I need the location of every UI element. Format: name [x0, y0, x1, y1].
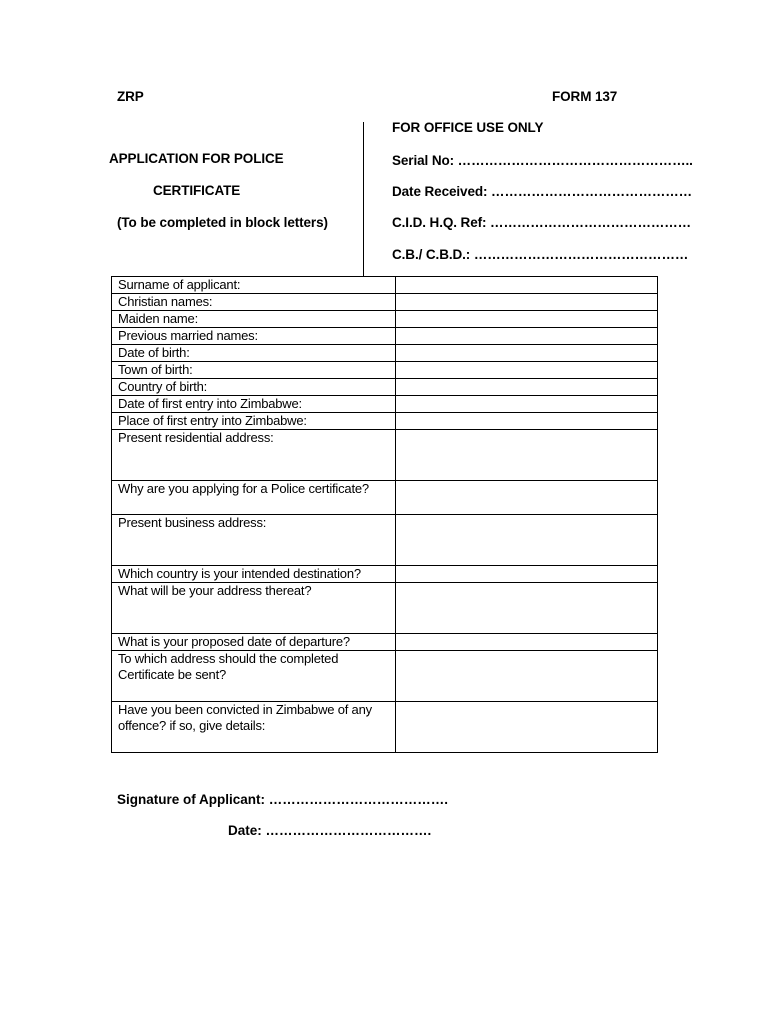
title-line-1: APPLICATION FOR POLICE	[109, 151, 284, 166]
table-row	[112, 702, 658, 753]
table-row	[112, 413, 658, 430]
christian-names-answer[interactable]	[396, 294, 658, 311]
town-of-birth-answer[interactable]	[396, 362, 658, 379]
previous-married-names-label: Previous married names:	[112, 328, 396, 345]
signature-date: Date: ……………………………….	[228, 823, 432, 838]
table-row	[112, 345, 658, 362]
table-row	[112, 566, 658, 583]
surname-label: Surname of applicant:	[112, 277, 396, 294]
maiden-name-answer[interactable]	[396, 311, 658, 328]
form-number: FORM 137	[552, 89, 618, 104]
departure-date-label: What is your proposed date of departure?	[112, 634, 396, 651]
intended-destination-answer[interactable]	[396, 566, 658, 583]
residential-address-answer[interactable]	[396, 430, 658, 481]
residential-address-label: Present residential address:	[112, 430, 396, 481]
serial-number-field: Serial No: ……………………………………………..	[392, 153, 693, 168]
table-row	[112, 583, 658, 634]
table-row	[112, 651, 658, 702]
address-thereat-label: What will be your address thereat?	[112, 583, 396, 634]
reason-answer[interactable]	[396, 481, 658, 515]
signature-of-applicant: Signature of Applicant: ………………………………….	[117, 792, 449, 807]
date-received-field: Date Received: ………………………………………	[392, 184, 693, 199]
zrp-code: ZRP	[117, 89, 144, 104]
country-of-birth-answer[interactable]	[396, 379, 658, 396]
christian-names-label: Christian names:	[112, 294, 396, 311]
town-of-birth-label: Town of birth:	[112, 362, 396, 379]
surname-answer[interactable]	[396, 277, 658, 294]
certificate-address-label: To which address should the completed Certificate be sent?	[112, 651, 396, 702]
country-of-birth-label: Country of birth:	[112, 379, 396, 396]
departure-date-answer[interactable]	[396, 634, 658, 651]
date-first-entry-label: Date of first entry into Zimbabwe:	[112, 396, 396, 413]
table-row	[112, 277, 658, 294]
table-row	[112, 379, 658, 396]
date-of-birth-label: Date of birth:	[112, 345, 396, 362]
office-use-divider	[363, 122, 364, 276]
date-of-birth-answer[interactable]	[396, 345, 658, 362]
table-row	[112, 294, 658, 311]
place-first-entry-answer[interactable]	[396, 413, 658, 430]
table-row	[112, 328, 658, 345]
table-row	[112, 362, 658, 379]
application-form-table	[111, 276, 658, 753]
table-row	[112, 515, 658, 566]
business-address-answer[interactable]	[396, 515, 658, 566]
table-row	[112, 481, 658, 515]
convictions-answer[interactable]	[396, 702, 658, 753]
title-line-2: CERTIFICATE	[153, 183, 241, 198]
date-first-entry-answer[interactable]	[396, 396, 658, 413]
previous-married-names-answer[interactable]	[396, 328, 658, 345]
business-address-label: Present business address:	[112, 515, 396, 566]
intended-destination-label: Which country is your intended destination?	[112, 566, 396, 583]
maiden-name-label: Maiden name:	[112, 311, 396, 328]
table-row	[112, 311, 658, 328]
reason-label: Why are you applying for a Police certificate?	[112, 481, 396, 515]
place-first-entry-label: Place of first entry into Zimbabwe:	[112, 413, 396, 430]
convictions-label: Have you been convicted in Zimbabwe of any offence? if so, give details:	[112, 702, 396, 753]
block-letters-instruction: (To be completed in block letters)	[117, 215, 328, 230]
table-row	[112, 430, 658, 481]
cb-cbd-field: C.B./ C.B.D.: …………………………………………	[392, 247, 689, 262]
address-thereat-answer[interactable]	[396, 583, 658, 634]
table-row	[112, 634, 658, 651]
table-row	[112, 396, 658, 413]
certificate-address-answer[interactable]	[396, 651, 658, 702]
cid-hq-ref-field: C.I.D. H.Q. Ref: ………………………………………	[392, 215, 692, 230]
office-use-heading: FOR OFFICE USE ONLY	[392, 120, 544, 135]
